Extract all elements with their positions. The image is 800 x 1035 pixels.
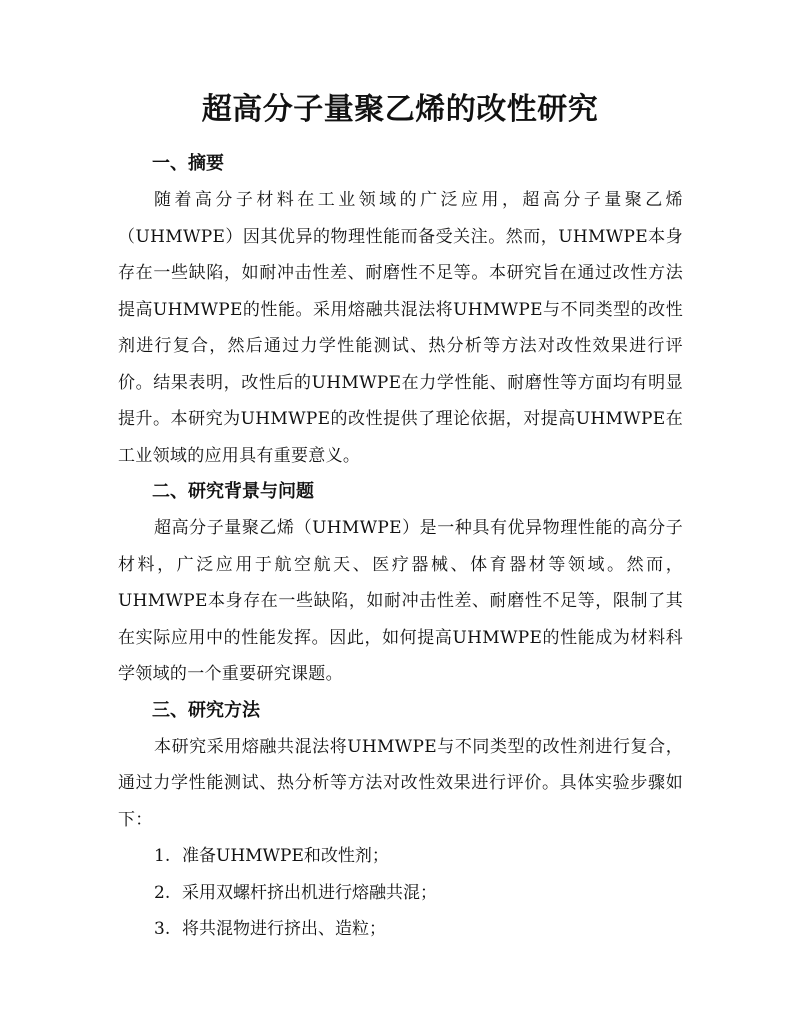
list-item bbox=[154, 838, 683, 875]
list-item-text: 准备UHMWPE和改性剂； bbox=[182, 846, 389, 866]
list-item-text: 采用双螺杆挤出机进行熔融共混； bbox=[182, 882, 437, 903]
background-paragraph: 超高分子量聚乙烯（UHMWPE）是一种具有优异物理性能的高分子材料，广泛应用于航空航天、医疗器械、体育器材等领域。然而，UHMWPE本身存在一些缺陷，如耐冲击性差、耐磨性不足等，限制了其在实际应用中的性能发挥。因此，如何提高UHMWPE的性能成为材料科学领域的一个重要研究课题。 bbox=[118, 518, 683, 684]
methods-paragraph: 本研究采用熔融共混法将UHMWPE与不同类型的改性剂进行复合，通过力学性能测试、热分析等方法对改性效果进行评价。具体实验步骤如下： bbox=[118, 736, 683, 830]
section-heading-background: 二、研究背景与问题 bbox=[152, 481, 314, 502]
list-item bbox=[154, 875, 683, 912]
section-heading-abstract: 一、摘要 bbox=[152, 153, 224, 174]
list-item-number: 2. bbox=[154, 882, 171, 903]
section-heading-methods: 三、研究方法 bbox=[152, 699, 260, 721]
list-item bbox=[154, 911, 683, 948]
list-item-number: 1. bbox=[154, 846, 171, 866]
list-item-text: 将共混物进行挤出、造粒； bbox=[182, 919, 386, 939]
abstract-paragraph: 随着高分子材料在工业领域的广泛应用，超高分子量聚乙烯（UHMWPE）因其优异的物理性能而备受关注。然而，UHMWPE本身存在一些缺陷，如耐冲击性差、耐磨性不足等。本研究旨在通过改性方法提高UHMWPE的性能。采用熔融共混法将UHMWPE与不同类型的改性剂进行复合，然后通过力学性能测试、热分析等方法对改性效果进行评价。结果表明，改性后的UHMWPE在力学性能、耐磨性等方面均有明显提升。本研究为UHMWPE的改性提供了理论依据，对提高UHMWPE在工业领域的应用具有重要意义。 bbox=[118, 190, 683, 466]
document-title: 超高分子量聚乙烯的改性研究 bbox=[201, 92, 599, 127]
list-item-number: 3. bbox=[154, 919, 171, 939]
document-body bbox=[118, 146, 683, 948]
